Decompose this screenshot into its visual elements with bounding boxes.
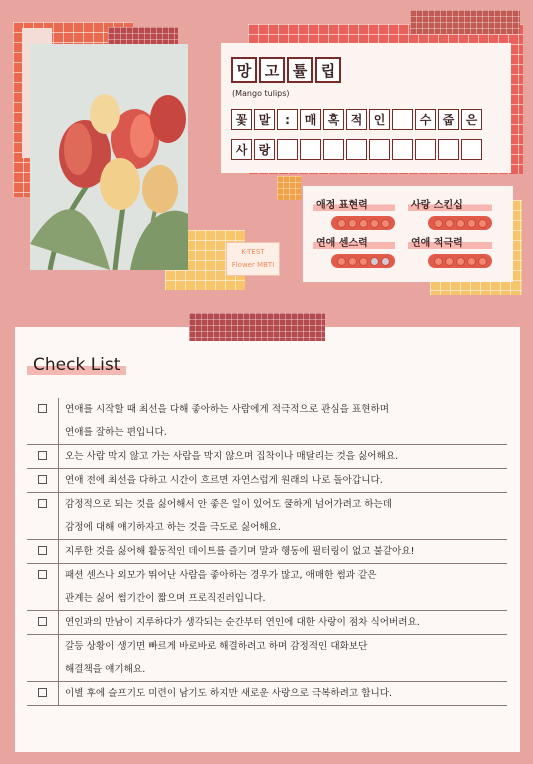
char-box <box>277 139 298 160</box>
sticker-line2: Flower MBTI <box>231 261 275 269</box>
stat-dots <box>331 216 395 230</box>
plaid-square-decoration <box>277 176 301 200</box>
sticker-line1: K-TEST <box>241 248 265 256</box>
plaid-tape-right <box>410 10 520 34</box>
stat-dots <box>331 254 395 268</box>
char-box <box>415 139 436 160</box>
item-text: 연애 전에 최선을 다하고 시간이 흐르면 자연스럽게 원래의 나로 돌아갑니다. <box>58 469 507 492</box>
char-box: 적 <box>346 109 367 130</box>
stats-panel <box>303 186 513 282</box>
stat-label: 애정 표현력 <box>313 196 395 211</box>
plaid-tape-checklist <box>189 313 325 341</box>
stat-dots <box>428 254 492 268</box>
stat-affection <box>313 196 395 230</box>
stat-skinship <box>408 196 492 230</box>
stat-label: 연애 적극력 <box>408 234 492 249</box>
title-char: 립 <box>315 57 341 83</box>
list-item <box>27 445 507 469</box>
list-item <box>27 469 507 493</box>
checklist-title: Check List <box>27 355 126 375</box>
checkbox[interactable] <box>38 451 47 460</box>
list-item <box>27 493 507 540</box>
title-char: 고 <box>259 57 285 83</box>
item-text: 이별 후에 슬프기도 미련이 남기도 하지만 새로운 사랑으로 극복하려고 합니다. <box>58 682 507 705</box>
item-text: 패션 센스나 외모가 뛰어난 사람을 좋아하는 경우가 많고, 애매한 썸과 같은 관계는 싫어 썸기간이 짧으며 프로직진러입니다. <box>58 564 507 610</box>
checklist-card <box>15 327 520 752</box>
flower-language-row <box>231 109 482 130</box>
title-boxes <box>231 57 341 83</box>
char-box: 말 <box>254 109 275 130</box>
item-text: 연애를 시작할 때 최선을 다해 좋아하는 사람에게 적극적으로 관심을 표현하며 연애를 잘하는 편입니다. <box>58 398 507 444</box>
ktest-sticker <box>226 242 280 276</box>
item-text: 연인과의 만남이 지루하다가 생각되는 순간부터 연인에 대한 사랑이 점차 식어버려요. <box>58 611 507 634</box>
checkbox[interactable] <box>38 475 47 484</box>
list-item <box>27 682 507 706</box>
char-box: : <box>277 109 298 130</box>
title-char: 망 <box>231 57 257 83</box>
stat-dots <box>428 216 492 230</box>
list-item <box>27 611 507 635</box>
char-box <box>323 139 344 160</box>
char-box: 수 <box>415 109 436 130</box>
item-text: 갈등 상황이 생기면 빠르게 바로바로 해결하려고 하며 감정적인 대화보단 해결책을 얘기해요. <box>58 635 507 681</box>
char-box: 혹 <box>323 109 344 130</box>
char-box <box>392 109 413 130</box>
char-box <box>438 139 459 160</box>
checkbox[interactable] <box>38 688 47 697</box>
stat-label: 연애 센스력 <box>313 234 395 249</box>
item-text: 감정적으로 되는 것을 싫어해서 안 좋은 일이 있어도 쿨하게 넘어가려고 하는데 감정에 대해 얘기하자고 하는 것을 극도로 싫어해요. <box>58 493 507 539</box>
char-box: 줍 <box>438 109 459 130</box>
char-box: 랑 <box>254 139 275 160</box>
title-char: 튤 <box>287 57 313 83</box>
char-box: 은 <box>461 109 482 130</box>
char-box <box>300 139 321 160</box>
stat-active <box>408 234 492 268</box>
tulip-photo <box>30 44 188 270</box>
stat-label: 사랑 스킨십 <box>408 196 492 211</box>
char-box: 인 <box>369 109 390 130</box>
list-item <box>27 398 507 445</box>
char-box: 사 <box>231 139 252 160</box>
list-item <box>27 635 507 682</box>
tulip-illustration <box>30 44 188 270</box>
stat-sense <box>313 234 395 268</box>
checklist <box>27 398 507 706</box>
char-box <box>461 139 482 160</box>
checkbox[interactable] <box>38 499 47 508</box>
char-box: 매 <box>300 109 321 130</box>
char-box <box>346 139 367 160</box>
subtitle: (Mango tulips) <box>232 89 290 98</box>
checkbox[interactable] <box>38 546 47 555</box>
char-box <box>392 139 413 160</box>
title-card <box>221 43 511 173</box>
item-text: 오는 사람 막지 않고 가는 사람을 막지 않으며 집착이나 매달리는 것을 싫어해요. <box>58 445 507 468</box>
flower-language-row-2 <box>231 139 482 160</box>
checkbox[interactable] <box>38 570 47 579</box>
list-item <box>27 564 507 611</box>
char-box <box>369 139 390 160</box>
item-text: 지루한 것을 싫어해 활동적인 데이트를 즐기며 말과 행동에 필터링이 없고 불같아요! <box>58 540 507 563</box>
list-item <box>27 540 507 564</box>
checkbox[interactable] <box>38 617 47 626</box>
char-box: 꽃 <box>231 109 252 130</box>
checkbox[interactable] <box>38 404 47 413</box>
